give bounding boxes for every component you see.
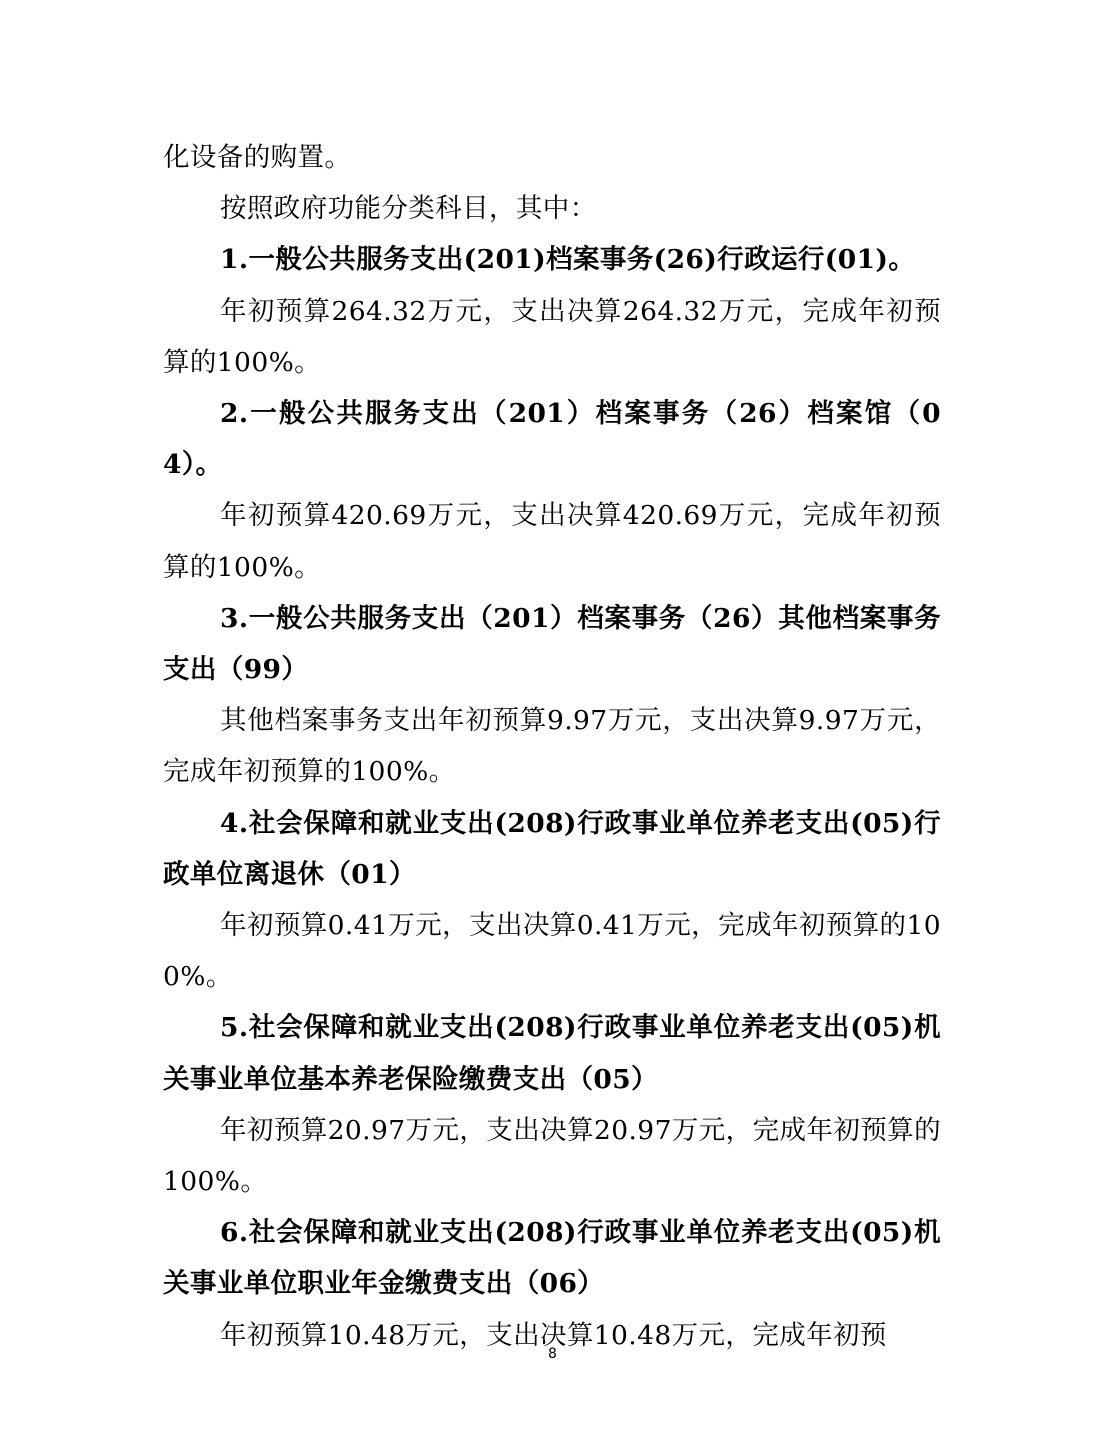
paragraph-item-6-detail: 年初预算10.48万元，支出决算10.48万元，完成年初预	[220, 1319, 887, 1351]
heading-item-6: 6.社会保障和就业支出(208)行政事业单位养老支出(05)机关事业单位职业年金缴费支出（06）	[163, 1217, 941, 1300]
document-body	[163, 132, 941, 1361]
paragraph-item-1-detail: 年初预算264.32万元，支出决算264.32万元，完成年初预算的100%。	[163, 295, 941, 378]
page-number: 8	[548, 1346, 557, 1362]
paragraph-item-2-detail: 年初预算420.69万元，支出决算420.69万元，完成年初预算的100%。	[163, 500, 941, 583]
heading-item-5: 5.社会保障和就业支出(208)行政事业单位养老支出(05)机关事业单位基本养老保险缴费支出（05）	[163, 1012, 941, 1095]
paragraph-item-4-detail: 年初预算0.41万元，支出决算0.41万元，完成年初预算的100%。	[163, 910, 941, 993]
heading-item-1: 1.一般公共服务支出(201)档案事务(26)行政运行(01)。	[220, 244, 916, 276]
paragraph-equipment-purchase: 化设备的购置。	[163, 142, 352, 173]
heading-item-3: 3.一般公共服务支出（201）档案事务（26）其他档案事务支出（99）	[163, 602, 941, 686]
paragraph-item-3-detail: 其他档案事务支出年初预算9.97万元，支出决算9.97万元，完成年初预算的100%。	[163, 705, 941, 788]
paragraph-classification-intro: 按照政府功能分类科目，其中：	[220, 193, 597, 225]
heading-item-2: 2.一般公共服务支出（201）档案事务（26）档案馆（04）。	[163, 398, 941, 481]
heading-item-4: 4.社会保障和就业支出(208)行政事业单位养老支出(05)行政单位离退休（01）	[163, 807, 941, 890]
paragraph-item-5-detail: 年初预算20.97万元，支出决算20.97万元，完成年初预算的100%。	[163, 1114, 941, 1198]
